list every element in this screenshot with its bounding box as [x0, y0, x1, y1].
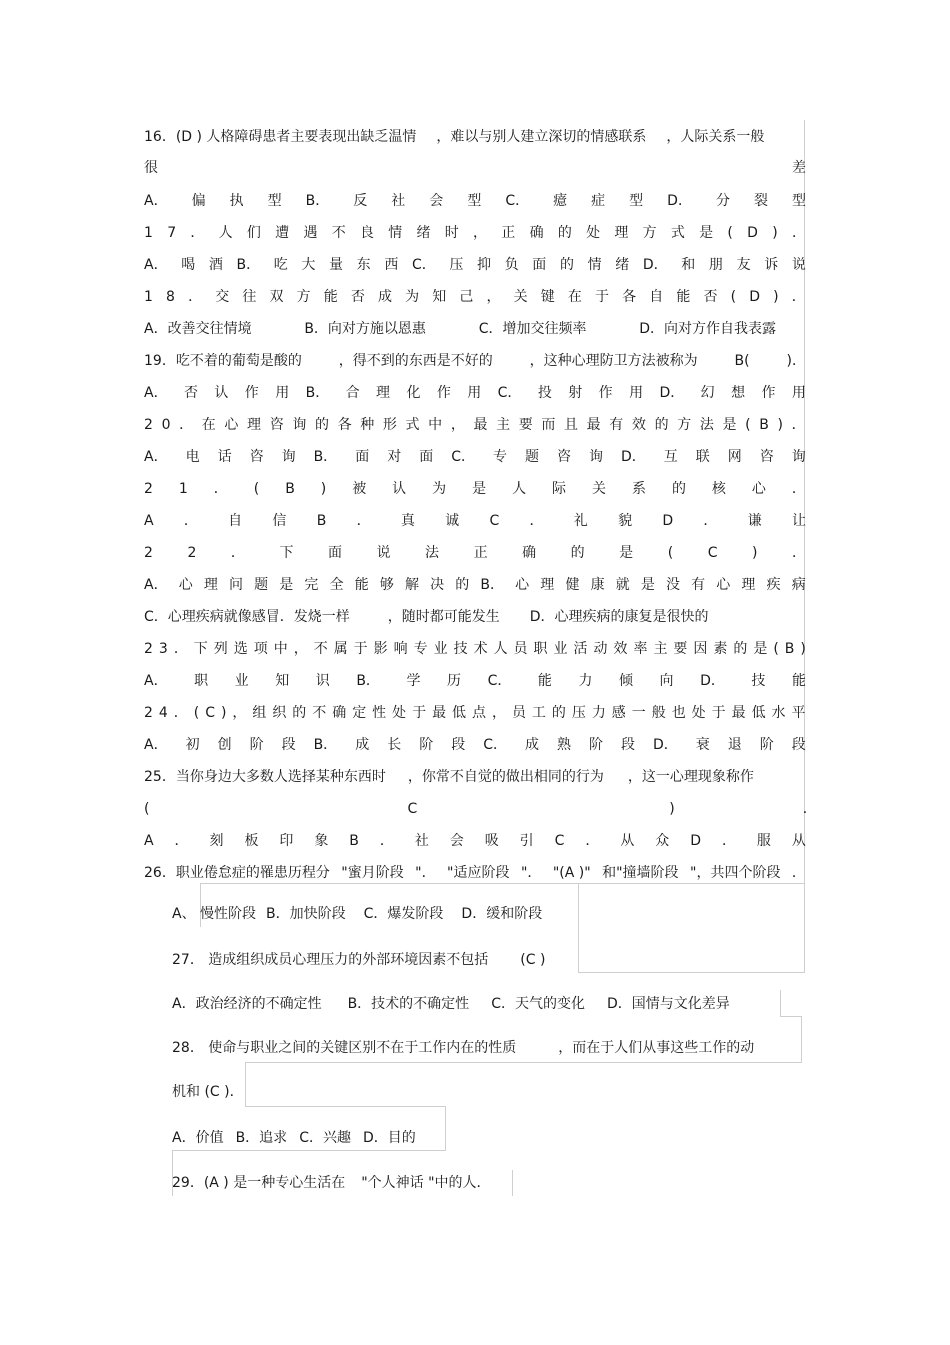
- q21-options: A ． 自 信 B ． 真 诚 C ． 礼 貌 D ． 谦 让: [144, 513, 806, 529]
- border-seg: [578, 927, 579, 973]
- border-seg: [578, 972, 805, 973]
- q19-options: A． 否 认 作 用 B． 合 理 化 作 用 C． 投 射 作 用 D． 幻 想 作 用: [144, 385, 806, 401]
- q17-stem: 1 7 ． 人 们 遭 遇 不 良 情 绪 时 ， 正 确 的 处 理 方 式 是 ( D ) ．: [144, 225, 806, 241]
- q21-stem: 2 1 ． ( B ) 被 认 为 是 人 际 关 系 的 核 心 ．: [144, 481, 806, 497]
- q24-stem: 2 4 ． ( C ) ， 组 织 的 不 确 定 性 处 于 最 低 点 ， 员 工 的 压 力 感 一 般 也 处 于 最 低 水 平: [144, 705, 806, 721]
- border-seg: [512, 1170, 513, 1196]
- q28-options: A．价值 B．追求 C．兴趣 D．目的: [172, 1130, 416, 1146]
- q24-options: A． 初 创 阶 段 B． 成 长 阶 段 C． 成 熟 阶 段 D． 衰 退 阶 段: [144, 737, 806, 753]
- q16-options: A． 偏 执 型 B． 反 社 会 型 C． 癔 症 型 D． 分 裂 型: [144, 193, 806, 209]
- border-seg: [780, 1016, 802, 1017]
- q26-options: A、 慢性阶段 B．加快阶段 C．爆发阶段 D．缓和阶段: [172, 906, 543, 922]
- q19-stem: 19．吃不着的葡萄是酸的 ，得不到的东西是不好的 ，这种心理防卫方法被称为 B( )．: [144, 353, 806, 369]
- q16-stem: 16．(D ) 人格障碍患者主要表现出缺乏温情 ，难以与别人建立深切的情感联系 ，人际关系一般: [144, 129, 765, 145]
- border-seg: [245, 1062, 802, 1063]
- q18-stem: 1 8 ． 交 往 双 方 能 否 成 为 知 己 ， 关 键 在 于 各 自 能 否 ( D ) ．: [144, 289, 806, 305]
- q22-stem: 2 2 ． 下 面 说 法 正 确 的 是 ( C ) ．: [144, 545, 806, 561]
- border-seg: [804, 883, 805, 973]
- q16-stem-cont: 很 差: [144, 160, 806, 176]
- q20-stem: 2 0 ． 在 心 理 咨 询 的 各 种 形 式 中 ， 最 主 要 而 且 最 有 效 的 方 法 是 ( B ) ．: [144, 417, 806, 433]
- q22-options-1: A． 心 理 问 题 是 完 全 能 够 解 决 的 B． 心 理 健 康 就 是 没 有 心 理 疾 病: [144, 577, 806, 593]
- q25-options: A ． 刻 板 印 象 B ． 社 会 吸 引 C ． 从 众 D ． 服 从: [144, 833, 806, 849]
- border-seg: [445, 1106, 446, 1151]
- border-seg: [578, 883, 579, 927]
- q28-stem-cont: 机和 (C )．: [172, 1084, 244, 1100]
- border-seg: [245, 1106, 446, 1107]
- q27-stem: 27． 造成组织成员心理压力的外部环境因素不包括 (C ): [172, 952, 546, 968]
- q26-stem: 26．职业倦怠症的罹患历程分 "蜜月阶段 "． "适应阶段 "． "(A )" 和"撞墙阶段 "，共四个阶段 ．: [144, 865, 806, 881]
- q18-options: A．改善交往情境 B．向对方施以恩惠 C．增加交往频率 D．向对方作自我表露: [144, 321, 776, 337]
- border-seg: [780, 990, 781, 1017]
- q22-options-2: C．心理疾病就像感冒．发烧一样 ，随时都可能发生 D．心理疾病的康复是很快的: [144, 609, 709, 625]
- q25-stem: 25．当你身边大多数人选择某种东西时 ，你常不自觉的做出相同的行为 ，这一心理现象称作: [144, 769, 754, 785]
- q27-options: A．政治经济的不确定性 B．技术的不确定性 C．天气的变化 D．国情与文化差异: [172, 996, 730, 1012]
- q23-stem: 2 3 ． 下 列 选 项 中 ， 不 属 于 影 响 专 业 技 术 人 员 职 业 活 动 效 率 主 要 因 素 的 是 ( B ): [144, 641, 806, 657]
- q23-options: A． 职 业 知 识 B． 学 历 C． 能 力 倾 向 D． 技 能: [144, 673, 806, 689]
- q25-stem-cont: ( C ) ．: [144, 801, 817, 817]
- q29-stem: 29．(A ) 是一种专心生活在 "个人神话 "中的人．: [172, 1175, 491, 1191]
- border-seg: [200, 883, 805, 884]
- q28-stem: 28． 使命与职业之间的关键区别不在于工作内在的性质 ，而在于人们从事这些工作的动: [172, 1040, 755, 1056]
- q17-options: A． 喝 酒 B． 吃 大 量 东 西 C． 压 抑 负 面 的 情 绪 D． 和 朋 友 诉 说: [144, 257, 806, 273]
- q20-options: A． 电 话 咨 询 B． 面 对 面 C． 专 题 咨 询 D． 互 联 网 咨 询: [144, 449, 806, 465]
- border-seg: [245, 1062, 246, 1107]
- border-seg: [172, 1150, 446, 1151]
- border-seg: [801, 1016, 802, 1063]
